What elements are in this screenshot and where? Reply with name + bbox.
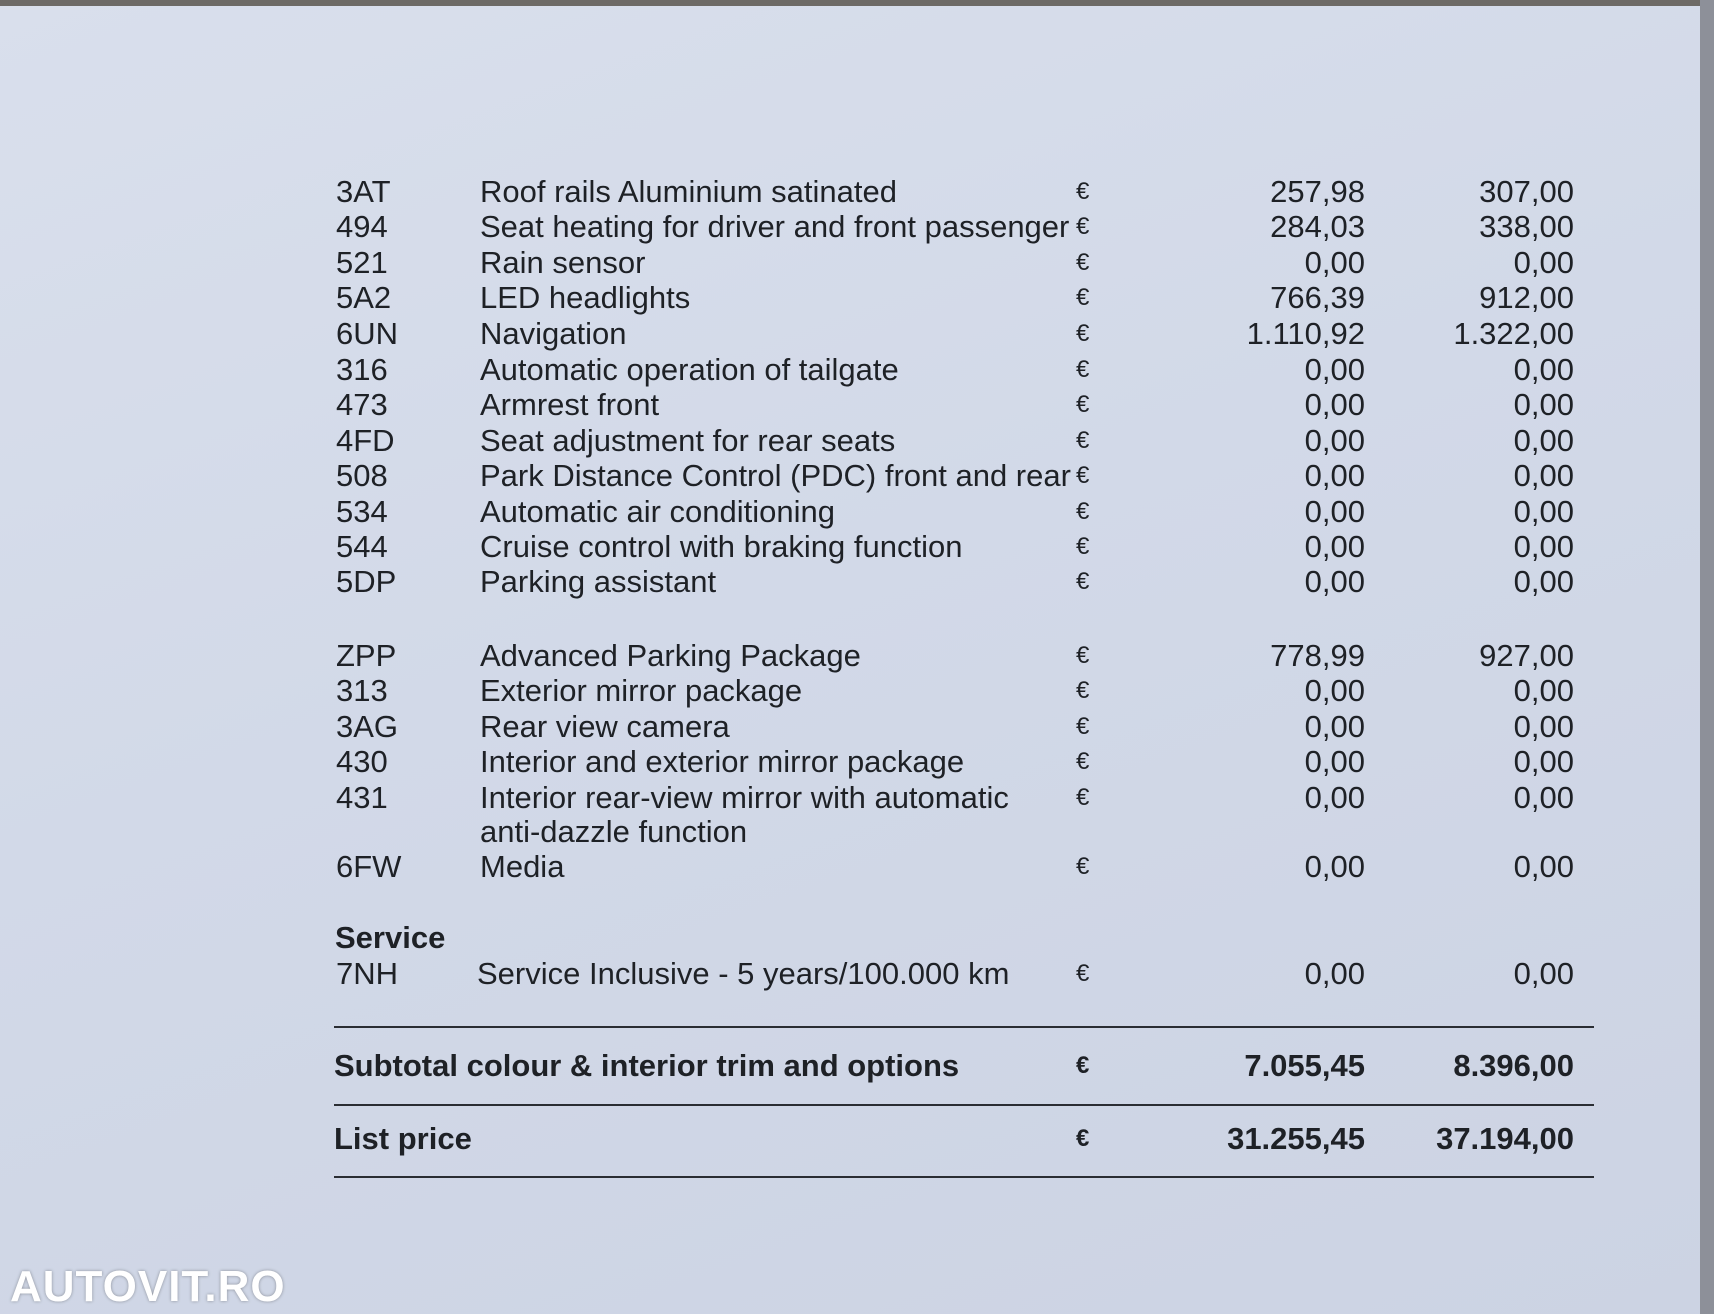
euro-symbol: € [1076,853,1090,880]
service-section-title: Service [335,920,446,955]
gross-price: 0,00 [1513,744,1574,779]
option-row [0,174,1700,210]
gross-price: 0,00 [1513,849,1574,884]
net-price: 0,00 [1304,245,1365,280]
package-row [0,673,1700,709]
option-description: Media [480,849,565,884]
photo-right-edge [1700,0,1714,1314]
option-description: Seat heating for driver and front passenger [480,209,1070,244]
euro-symbol: € [1076,498,1090,525]
euro-symbol: € [1076,1125,1090,1152]
option-code: 430 [336,744,388,779]
gross-price: 0,00 [1513,387,1574,422]
option-code: 5A2 [336,280,392,315]
option-description: Rain sensor [480,245,646,280]
option-row [0,564,1700,600]
list-price-label: List price [334,1121,472,1156]
euro-symbol: € [1076,642,1090,669]
option-code: 521 [336,245,388,280]
euro-symbol: € [1076,249,1090,276]
euro-symbol: € [1076,533,1090,560]
photo-top-edge [0,0,1714,6]
net-price: 0,00 [1304,564,1365,599]
euro-symbol: € [1076,784,1090,811]
euro-symbol: € [1076,213,1090,240]
option-code: 494 [336,209,388,244]
option-code: 5DP [336,564,397,599]
net-price: 0,00 [1304,352,1365,387]
net-price: 1.110,92 [1246,316,1365,351]
gross-price: 0,00 [1513,529,1574,564]
gross-price: 927,00 [1479,638,1574,673]
gross-price: 1.322,00 [1453,316,1574,351]
gross-price: 0,00 [1513,780,1574,815]
euro-symbol: € [1076,284,1090,311]
list-price-gross: 37.194,00 [1436,1121,1574,1156]
price-sheet [0,4,1700,1314]
gross-price: 0,00 [1513,352,1574,387]
gross-price: 0,00 [1513,494,1574,529]
euro-symbol: € [1076,391,1090,418]
gross-price: 307,00 [1479,174,1574,209]
net-price: 0,00 [1304,458,1365,493]
net-price: 0,00 [1304,956,1365,991]
option-code: 508 [336,458,388,493]
option-code: 4FD [336,423,395,458]
option-row [0,529,1700,565]
option-description: Park Distance Control (PDC) front and rear [480,458,1071,493]
list-price-net: 31.255,45 [1227,1121,1365,1156]
option-description: Interior and exterior mirror package [480,744,965,779]
net-price: 766,39 [1270,280,1365,315]
subtotal-net: 7.055,45 [1244,1048,1365,1083]
gross-price: 338,00 [1479,209,1574,244]
net-price: 0,00 [1304,529,1365,564]
option-code: 473 [336,387,388,422]
option-row [0,387,1700,423]
euro-symbol: € [1076,462,1090,489]
euro-symbol: € [1076,320,1090,347]
option-row [0,280,1700,316]
option-description: Cruise control with braking function [480,529,963,564]
package-row [0,849,1700,885]
option-description: Navigation [480,316,627,351]
net-price: 0,00 [1304,780,1365,815]
list-price-row [0,1121,1700,1157]
package-row [0,638,1700,674]
euro-symbol: € [1076,713,1090,740]
subtotal-row [0,1048,1700,1084]
net-price: 0,00 [1304,709,1365,744]
option-row [0,494,1700,530]
euro-symbol: € [1076,356,1090,383]
gross-price: 0,00 [1513,709,1574,744]
option-row [0,245,1700,281]
option-row [0,352,1700,388]
option-description: Exterior mirror package [480,673,803,708]
net-price: 0,00 [1304,849,1365,884]
option-code: 7NH [336,956,399,991]
option-row [0,458,1700,494]
gross-price: 0,00 [1513,673,1574,708]
euro-symbol: € [1076,178,1090,205]
divider [334,1104,1594,1106]
divider [334,1176,1594,1178]
option-description: Rear view camera [480,709,730,744]
option-description-continued: anti-dazzle function [480,814,748,849]
net-price: 778,99 [1270,638,1365,673]
euro-symbol: € [1076,568,1090,595]
net-price: 0,00 [1304,673,1365,708]
option-description: Interior rear-view mirror with automatic [480,780,1009,815]
option-code: ZPP [336,638,397,673]
option-description: Service Inclusive - 5 years/100.000 km [477,956,1010,991]
option-code: 3AG [336,709,399,744]
net-price: 0,00 [1304,423,1365,458]
package-row [0,780,1700,816]
net-price: 0,00 [1304,387,1365,422]
option-description: Advanced Parking Package [480,638,861,673]
net-price: 257,98 [1270,174,1365,209]
package-row-continued [0,814,1700,850]
service-row [0,956,1700,992]
subtotal-label: Subtotal colour & interior trim and options [334,1048,960,1083]
option-description: LED headlights [480,280,691,315]
option-code: 6FW [336,849,402,884]
euro-symbol: € [1076,960,1090,987]
option-row [0,423,1700,459]
option-code: 544 [336,529,388,564]
option-row [0,316,1700,352]
option-code: 431 [336,780,388,815]
euro-symbol: € [1076,748,1090,775]
package-row [0,744,1700,780]
gross-price: 0,00 [1513,423,1574,458]
option-code: 6UN [336,316,399,351]
option-code: 3AT [336,174,391,209]
euro-symbol: € [1076,427,1090,454]
option-code: 316 [336,352,388,387]
euro-symbol: € [1076,1052,1090,1079]
option-description: Roof rails Aluminium satinated [480,174,897,209]
net-price: 0,00 [1304,744,1365,779]
option-description: Seat adjustment for rear seats [480,423,896,458]
net-price: 0,00 [1304,494,1365,529]
option-description: Parking assistant [480,564,717,599]
option-row [0,209,1700,245]
gross-price: 0,00 [1513,458,1574,493]
watermark-logo: AUTOVIT.RO [10,1262,286,1311]
subtotal-gross: 8.396,00 [1453,1048,1574,1083]
euro-symbol: € [1076,677,1090,704]
option-description: Automatic air conditioning [480,494,835,529]
option-description: Automatic operation of tailgate [480,352,899,387]
option-code: 534 [336,494,388,529]
package-row [0,709,1700,745]
gross-price: 0,00 [1513,956,1574,991]
net-price: 284,03 [1270,209,1365,244]
option-description: Armrest front [480,387,660,422]
gross-price: 912,00 [1479,280,1574,315]
gross-price: 0,00 [1513,564,1574,599]
gross-price: 0,00 [1513,245,1574,280]
divider [334,1026,1594,1028]
option-code: 313 [336,673,388,708]
